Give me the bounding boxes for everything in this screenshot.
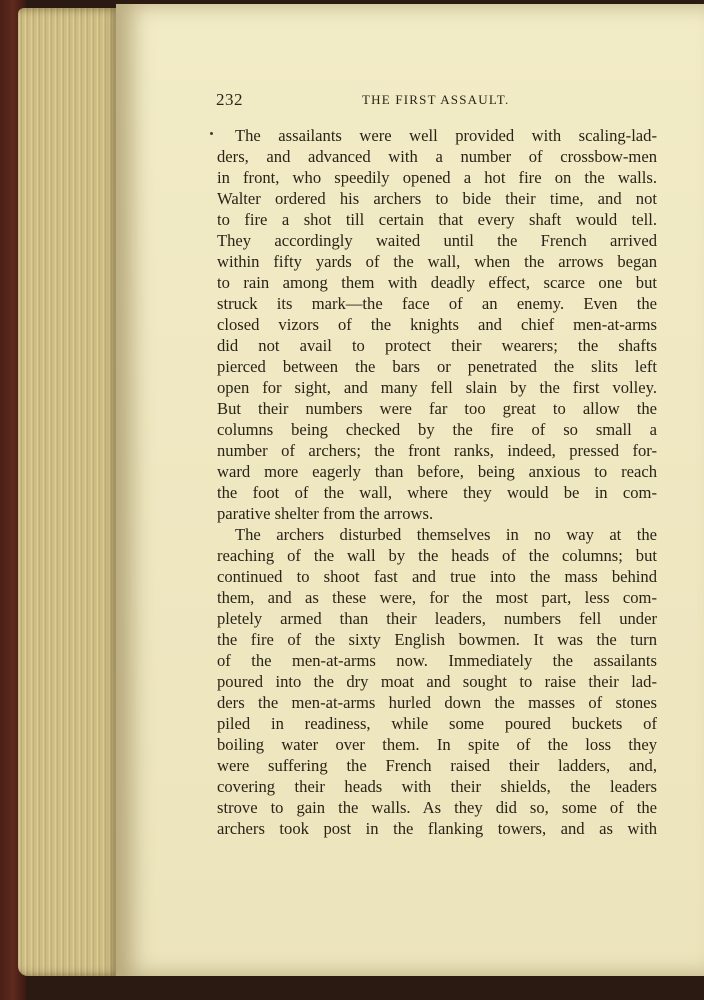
text-line: covering their heads with their shields, the leaders	[217, 777, 657, 796]
text-line: the foot of the wall, where they would be in com-	[217, 483, 657, 502]
text-line: ders, and advanced with a number of crossbow-men	[217, 147, 657, 166]
page-edges	[18, 8, 120, 976]
text-line: pletely armed than their leaders, numbers fell under	[217, 609, 657, 628]
text-line: piled in readiness, while some poured buckets of	[217, 714, 657, 733]
paragraph-1	[217, 125, 657, 524]
text-line: in front, who speedily opened a hot fire on the walls.	[217, 168, 657, 187]
text-line: parative shelter from the arrows.	[217, 504, 434, 523]
text-line: columns being checked by the fire of so small a	[217, 420, 657, 439]
page-header	[216, 90, 656, 114]
text-line: The archers disturbed themselves in no way at the	[235, 525, 657, 544]
text-line: were suffering the French raised their ladders, and,	[217, 756, 657, 775]
text-line: boiling water over them. In spite of the loss they	[217, 735, 657, 754]
text-line: continued to shoot fast and true into the mass behind	[217, 567, 657, 586]
text-line: to rain among them with deadly effect, scarce one but	[217, 273, 657, 292]
text-line: The assailants were well provided with scaling-lad-	[235, 126, 657, 145]
text-line: Walter ordered his archers to bide their time, and not	[217, 189, 657, 208]
text-line: struck its mark—the face of an enemy. Even the	[217, 294, 657, 313]
body-text	[217, 125, 657, 839]
text-line: closed vizors of the knights and chief men-at-arms	[217, 315, 657, 334]
text-line: number of archers; the front ranks, indeed, pressed for-	[217, 441, 657, 460]
text-line: poured into the dry moat and sought to raise their lad-	[217, 672, 657, 691]
text-line: within fifty yards of the wall, when the arrows began	[217, 252, 657, 271]
running-head: THE FIRST ASSAULT.	[362, 92, 510, 107]
text-line: archers took post in the flanking towers, and as with	[217, 819, 657, 838]
text-line: reaching of the wall by the heads of the columns; but	[217, 546, 657, 565]
book-page	[116, 4, 704, 976]
text-line: did not avail to protect their wearers; the shafts	[217, 336, 657, 355]
text-line: ders the men-at-arms hurled down the masses of stones	[217, 693, 657, 712]
text-line: to fire a shot till certain that every shaft would tell.	[217, 210, 657, 229]
text-line: the fire of the sixty English bowmen. It was the turn	[217, 630, 657, 649]
text-line: them, and as these were, for the most part, less com-	[217, 588, 657, 607]
text-line: They accordingly waited until the French arrived	[217, 231, 657, 250]
page-number: 232	[216, 90, 243, 109]
text-line: pierced between the bars or penetrated the slits left	[217, 357, 657, 376]
text-line: of the men-at-arms now. Immediately the assailants	[217, 651, 657, 670]
text-line: strove to gain the walls. As they did so, some of the	[217, 798, 657, 817]
text-line: But their numbers were far too great to allow the	[217, 399, 657, 418]
text-line: ward more eagerly than before, being anxious to reach	[217, 462, 657, 481]
paragraph-2	[217, 524, 657, 839]
text-line: open for sight, and many fell slain by the first volley.	[217, 378, 657, 397]
margin-mark	[210, 132, 213, 135]
